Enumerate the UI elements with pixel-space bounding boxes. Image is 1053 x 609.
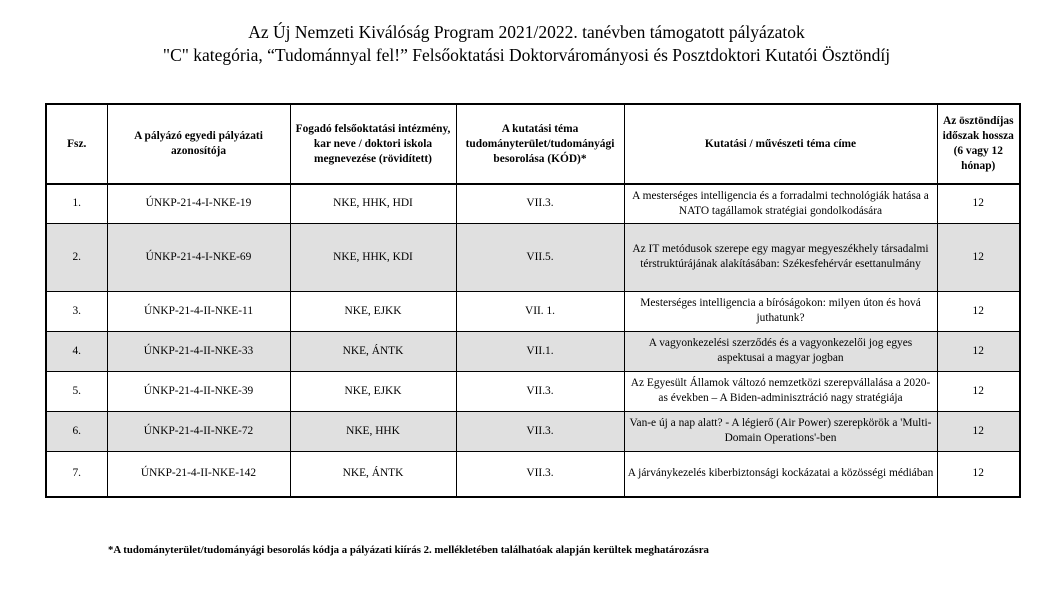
cell-institution: NKE, EJKK [290,371,456,411]
cell-no: 5. [46,371,107,411]
cell-no: 4. [46,331,107,371]
cell-topic: A vagyonkezelési szerződés és a vagyonkezelői jog egyes aspektusai a magyar jogban [624,331,937,371]
cell-duration: 12 [937,451,1020,497]
table-row [46,223,1020,291]
cell-topic: A mesterséges intelligencia és a forradalmi technológiák hatása a NATO tagállamok stratégiai gondolkodására [624,184,937,223]
cell-applicant-id: ÚNKP-21-4-II-NKE-33 [107,331,290,371]
cell-topic: Az IT metódusok szerepe egy magyar megyeszékhely társadalmi térstruktúrájának alakításában: Székesfehérvár esettanulmány [624,223,937,291]
cell-applicant-id: ÚNKP-21-4-II-NKE-39 [107,371,290,411]
footnote: *A tudományterület/tudományági besorolás kódja a pályázati kiírás 2. mellékletében találhatóak alapján kerültek meghatározásra [108,544,709,556]
cell-institution: NKE, EJKK [290,291,456,331]
cell-duration: 12 [937,331,1020,371]
table-row [46,291,1020,331]
cell-duration: 12 [937,291,1020,331]
cell-topic: Van-e új a nap alatt? - A légierő (Air Power) szerepkörök a 'Multi-Domain Operations'-ben [624,411,937,451]
table-row [46,371,1020,411]
table-row [46,331,1020,371]
cell-no: 7. [46,451,107,497]
cell-field-code: VII.3. [456,451,624,497]
header-applicant-id: A pályázó egyedi pályázati azonosítója [107,104,290,184]
header-duration: Az ösztöndíjas időszak hossza (6 vagy 12 hónap) [937,104,1020,184]
cell-applicant-id: ÚNKP-21-4-II-NKE-142 [107,451,290,497]
cell-applicant-id: ÚNKP-21-4-II-NKE-11 [107,291,290,331]
cell-topic: Az Egyesült Államok változó nemzetközi szerepvállalása a 2020-as években – A Biden-adminisztráció nagy stratégiája [624,371,937,411]
cell-no: 3. [46,291,107,331]
cell-applicant-id: ÚNKP-21-4-I-NKE-19 [107,184,290,223]
page-title: Az Új Nemzeti Kiválóság Program 2021/2022. tanévben támogatott pályázatok [248,22,805,42]
cell-field-code: VII.5. [456,223,624,291]
cell-institution: NKE, HHK, HDI [290,184,456,223]
header-topic: Kutatási / művészeti téma címe [624,104,937,184]
cell-field-code: VII.3. [456,371,624,411]
header-field-code: A kutatási téma tudományterület/tudományági besorolása (KÓD)* [456,104,624,184]
cell-field-code: VII.1. [456,331,624,371]
cell-duration: 12 [937,223,1020,291]
cell-no: 2. [46,223,107,291]
cell-institution: NKE, HHK, KDI [290,223,456,291]
cell-duration: 12 [937,371,1020,411]
cell-field-code: VII.3. [456,184,624,223]
cell-field-code: VII.3. [456,411,624,451]
table-row [46,451,1020,497]
cell-field-code: VII. 1. [456,291,624,331]
table-row [46,411,1020,451]
table-header-row [46,104,1020,184]
cell-duration: 12 [937,184,1020,223]
cell-topic: Mesterséges intelligencia a bíróságokon: milyen úton és hová juthatunk? [624,291,937,331]
header-institution: Fogadó felsőoktatási intézmény, kar neve / doktori iskola megnevezése (rövidített) [290,104,456,184]
header-no: Fsz. [46,104,107,184]
table-row [46,184,1020,223]
cell-duration: 12 [937,411,1020,451]
cell-applicant-id: ÚNKP-21-4-II-NKE-72 [107,411,290,451]
cell-no: 6. [46,411,107,451]
cell-institution: NKE, ÁNTK [290,331,456,371]
cell-institution: NKE, ÁNTK [290,451,456,497]
grants-table [45,103,1021,498]
cell-no: 1. [46,184,107,223]
cell-topic: A járványkezelés kiberbiztonsági kockázatai a közösségi médiában [624,451,937,497]
cell-institution: NKE, HHK [290,411,456,451]
page-subtitle: "C" kategória, “Tudománnyal fel!” Felsőoktatási Doktorvárományosi és Posztdoktori Kutatói Ösztöndíj [162,45,891,65]
cell-applicant-id: ÚNKP-21-4-I-NKE-69 [107,223,290,291]
